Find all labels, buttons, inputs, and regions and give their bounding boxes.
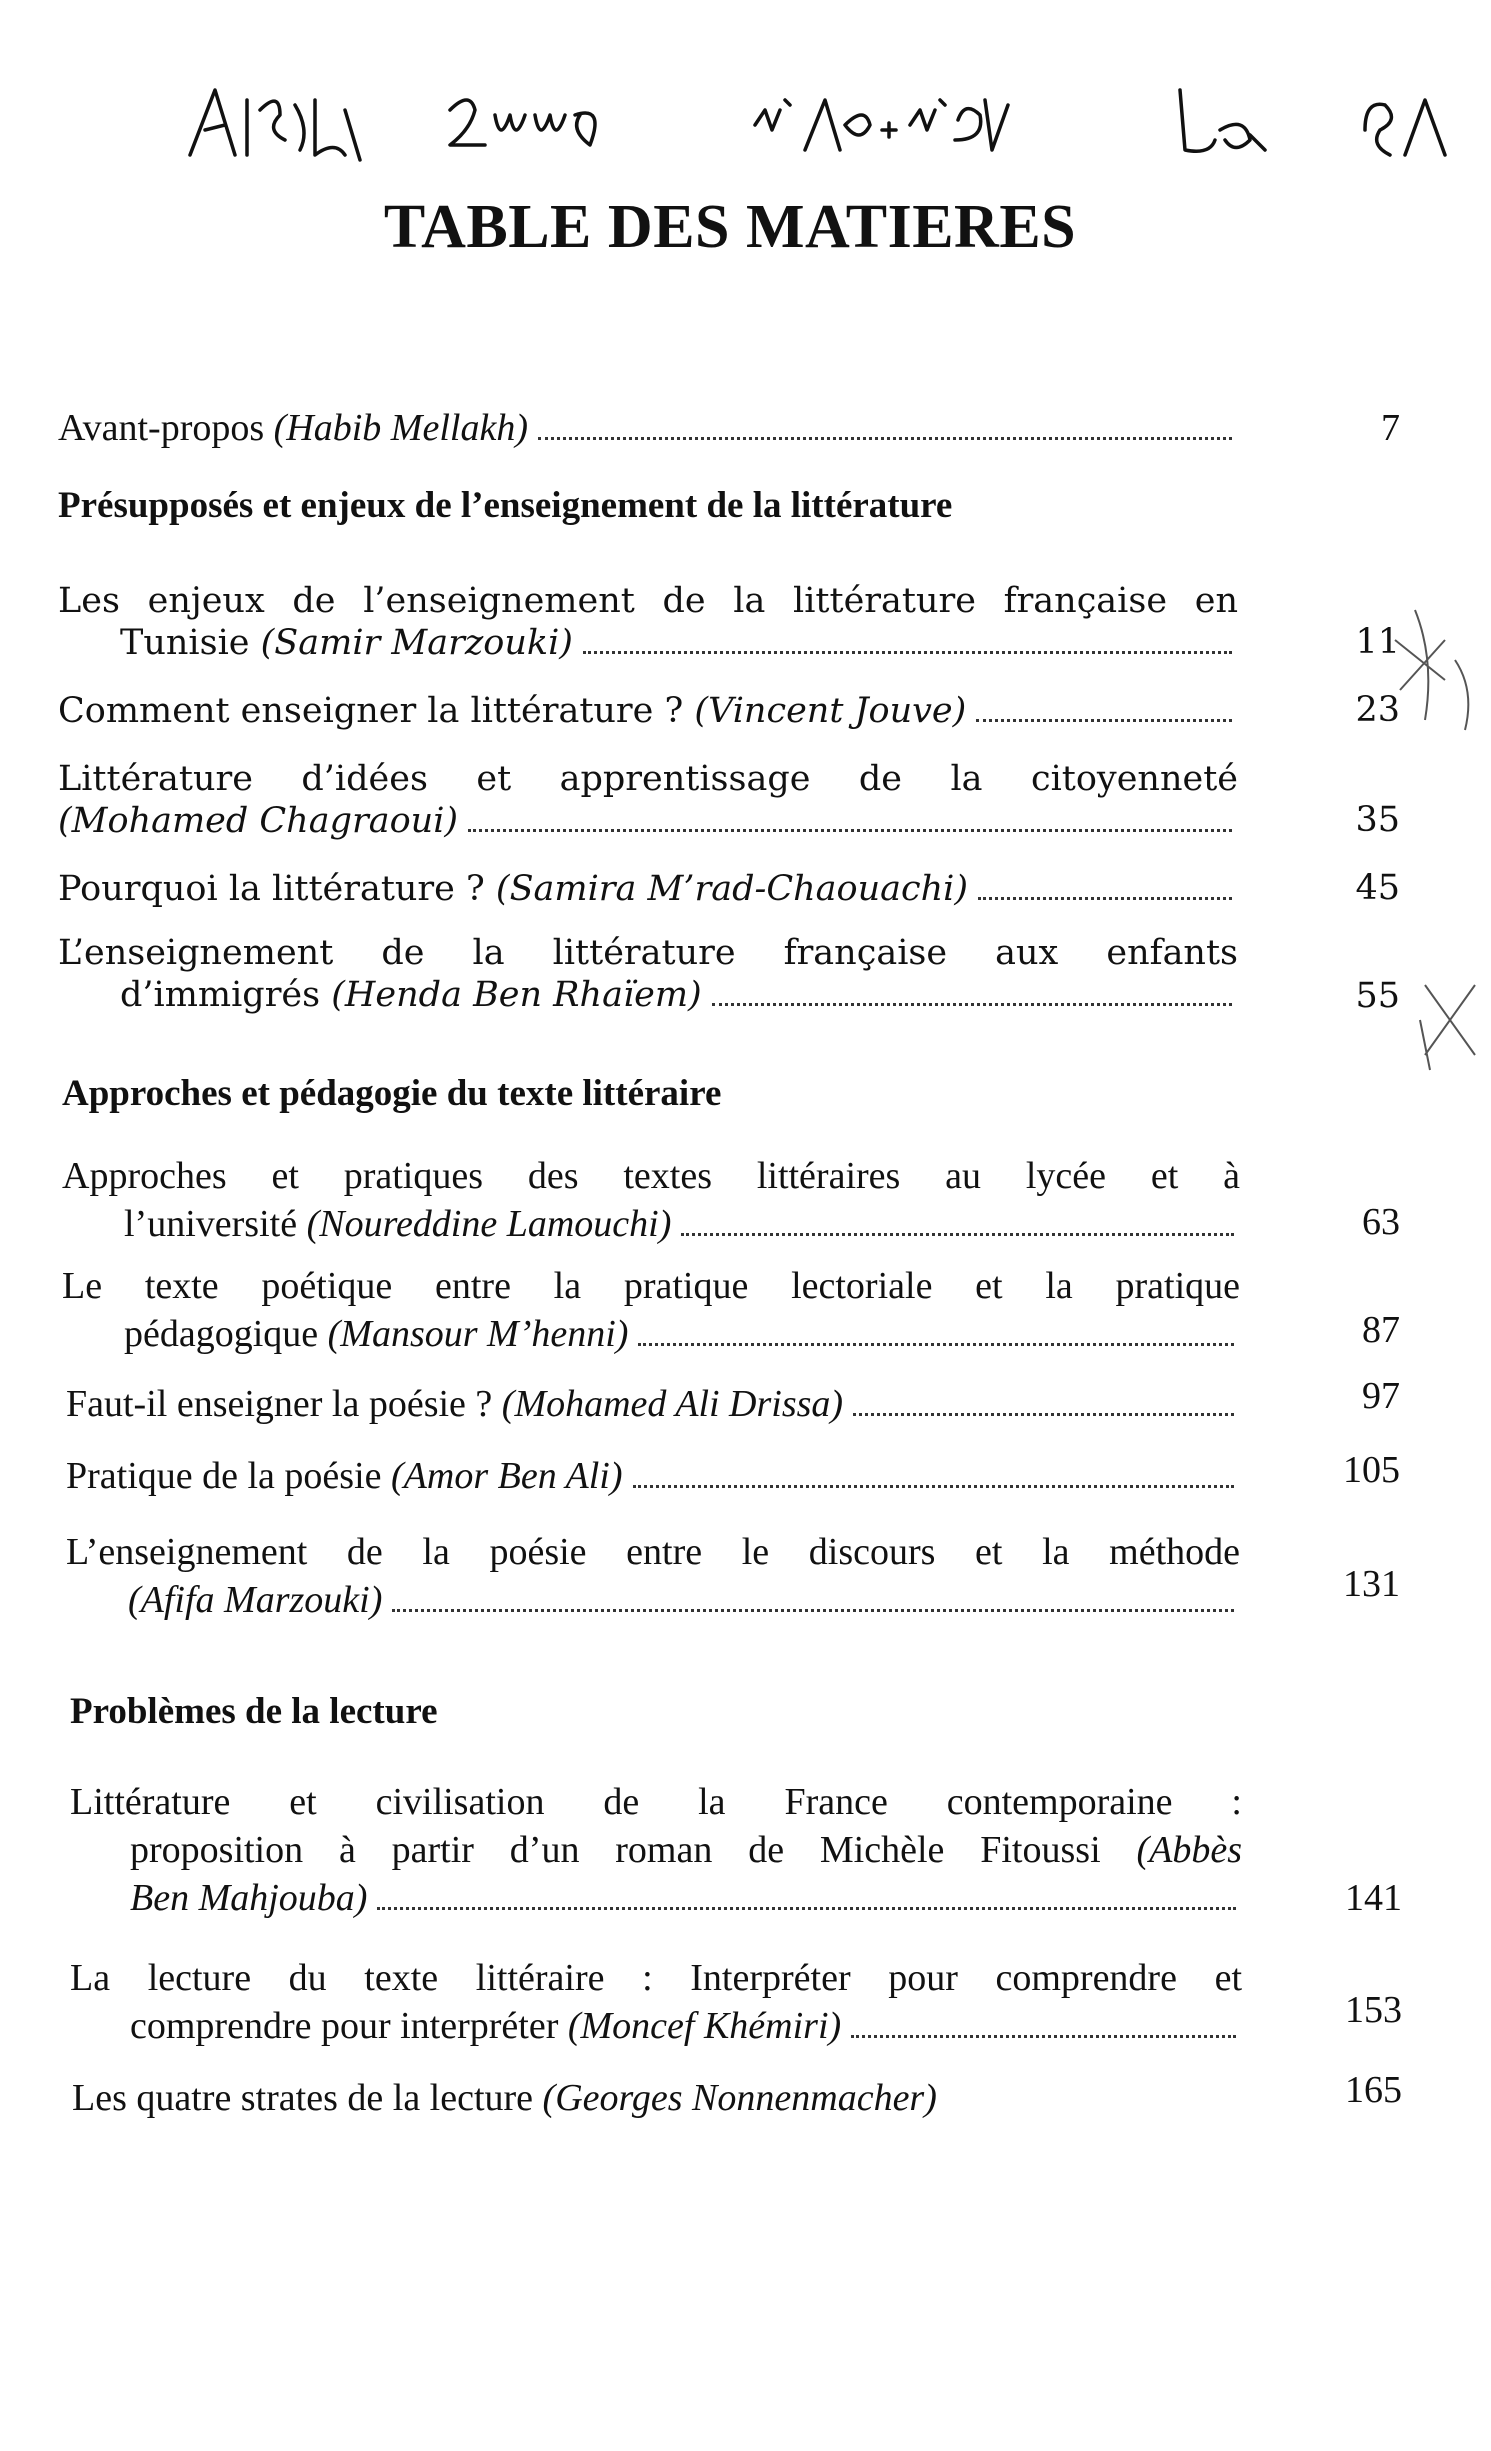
- entry-title: Approches et pratiques des textes littéraires au lycée et à: [62, 1155, 1240, 1197]
- page-number: 63: [1362, 1201, 1400, 1243]
- dot-leader: [583, 651, 1232, 654]
- toc-entry: [58, 404, 1238, 452]
- handwritten-note-3: [750, 70, 1020, 170]
- entry-author: (Samir Marzouki): [260, 623, 573, 663]
- entry-author: (Samira M’rad-Chaouachi): [495, 869, 968, 909]
- dot-leader: [538, 437, 1232, 440]
- dot-leader: [468, 829, 1232, 832]
- page-number: 131: [1343, 1563, 1400, 1605]
- page-number: 45: [1355, 868, 1400, 908]
- dot-leader: [638, 1343, 1234, 1346]
- page-title: TABLE DES MATIERES: [383, 193, 1077, 261]
- entry-title-cont: pédagogique: [124, 1313, 319, 1355]
- entry-author: (Mohamed Chagraoui): [58, 801, 459, 841]
- entry-title: Les enjeux de l’enseignement de la littérature française en: [58, 581, 1238, 621]
- dot-leader: [633, 1485, 1235, 1488]
- dot-leader: [377, 1907, 1236, 1910]
- entry-author-cont: Ben Mahjouba): [130, 1877, 368, 1919]
- toc-entry: [62, 1262, 1240, 1358]
- page-number: 55: [1355, 976, 1400, 1016]
- entry-author: (Amor Ben Ali): [391, 1455, 623, 1497]
- toc-entry: [70, 1954, 1242, 2050]
- toc-entry: [58, 690, 1238, 732]
- entry-author: (Noureddine Lamouchi): [306, 1203, 672, 1245]
- entry-title-cont: d’immigrés: [120, 975, 321, 1015]
- entry-author: (Abbès: [1136, 1829, 1242, 1871]
- entry-author: (Mansour M’henni): [327, 1313, 629, 1355]
- entry-title-cont: proposition à partir d’un roman de Michèle Fitoussi (Abbès: [130, 1829, 1242, 1871]
- toc-entry: [58, 758, 1238, 842]
- dot-leader: [681, 1233, 1234, 1236]
- toc-entry: [70, 1778, 1242, 1922]
- toc-entry: [58, 868, 1238, 910]
- entry-title: La lecture du texte littéraire : Interpréter pour comprendre et: [70, 1957, 1242, 1999]
- dot-leader: [976, 719, 1232, 722]
- entry-author: (Mohamed Ali Drissa): [501, 1383, 844, 1425]
- entry-title: Faut-il enseigner la poésie ?: [66, 1383, 493, 1425]
- toc-entry: [72, 2074, 1244, 2122]
- entry-title: Pratique de la poésie: [66, 1455, 382, 1497]
- dot-leader: [978, 897, 1232, 900]
- entry-author: (Afifa Marzouki): [128, 1579, 383, 1621]
- section-heading: Approches et pédagogie du texte littéraire: [62, 1073, 722, 1114]
- handwritten-note-2: [440, 70, 610, 170]
- dot-leader: [851, 2035, 1236, 2038]
- entry-author: (Habib Mellakh): [273, 407, 528, 449]
- toc-entry: [58, 932, 1238, 1016]
- dot-leader: [392, 1609, 1234, 1612]
- page-number: 153: [1345, 1989, 1402, 2031]
- toc-entry: [66, 1528, 1240, 1624]
- page-number: 97: [1362, 1375, 1400, 1417]
- section-heading: Problèmes de la lecture: [70, 1691, 438, 1732]
- dot-leader: [853, 1413, 1234, 1416]
- toc-entry: [66, 1380, 1240, 1428]
- page-number: 11: [1355, 622, 1400, 662]
- page-number: 7: [1381, 407, 1400, 449]
- handwritten-note-5: [1355, 70, 1465, 170]
- entry-title: Comment enseigner la littérature ?: [58, 691, 684, 731]
- page-number: 165: [1345, 2069, 1402, 2111]
- toc-entry: [62, 1152, 1240, 1248]
- page-number: 35: [1355, 800, 1400, 840]
- entry-title-cont: l’université: [124, 1203, 298, 1245]
- entry-author: (Henda Ben Rhaïem): [331, 975, 702, 1015]
- section-heading: Présupposés et enjeux de l’enseignement de la littérature: [58, 485, 953, 526]
- entry-author: (Vincent Jouve): [694, 691, 967, 731]
- toc-entry: [66, 1452, 1240, 1500]
- entry-title: Le texte poétique entre la pratique lectoriale et la pratique: [62, 1265, 1240, 1307]
- page-number: 23: [1355, 690, 1400, 730]
- entry-title: L’enseignement de la poésie entre le discours et la méthode: [66, 1531, 1240, 1573]
- handwritten-note-4: [1170, 70, 1280, 170]
- entry-title: Littérature d’idées et apprentissage de la citoyenneté: [58, 759, 1238, 799]
- entry-author: (Georges Nonnenmacher): [542, 2077, 937, 2119]
- entry-title-cont: comprendre pour interpréter: [130, 2005, 559, 2047]
- page-number: 105: [1343, 1449, 1400, 1491]
- entry-author: (Moncef Khémiri): [567, 2005, 842, 2047]
- entry-title: Littérature et civilisation de la France contemporaine :: [70, 1781, 1242, 1823]
- page-number: 141: [1345, 1877, 1402, 1919]
- entry-title: Avant-propos: [58, 407, 265, 449]
- entry-title: L’enseignement de la littérature française aux enfants: [58, 933, 1238, 973]
- page-number: 87: [1362, 1309, 1400, 1351]
- handwritten-note-1: [185, 70, 375, 170]
- entry-title: Pourquoi la littérature ?: [58, 869, 485, 909]
- toc-entry: [58, 580, 1238, 664]
- entry-title: Les quatre strates de la lecture: [72, 2077, 534, 2119]
- entry-title-cont: Tunisie: [120, 623, 250, 663]
- dot-leader: [712, 1003, 1232, 1006]
